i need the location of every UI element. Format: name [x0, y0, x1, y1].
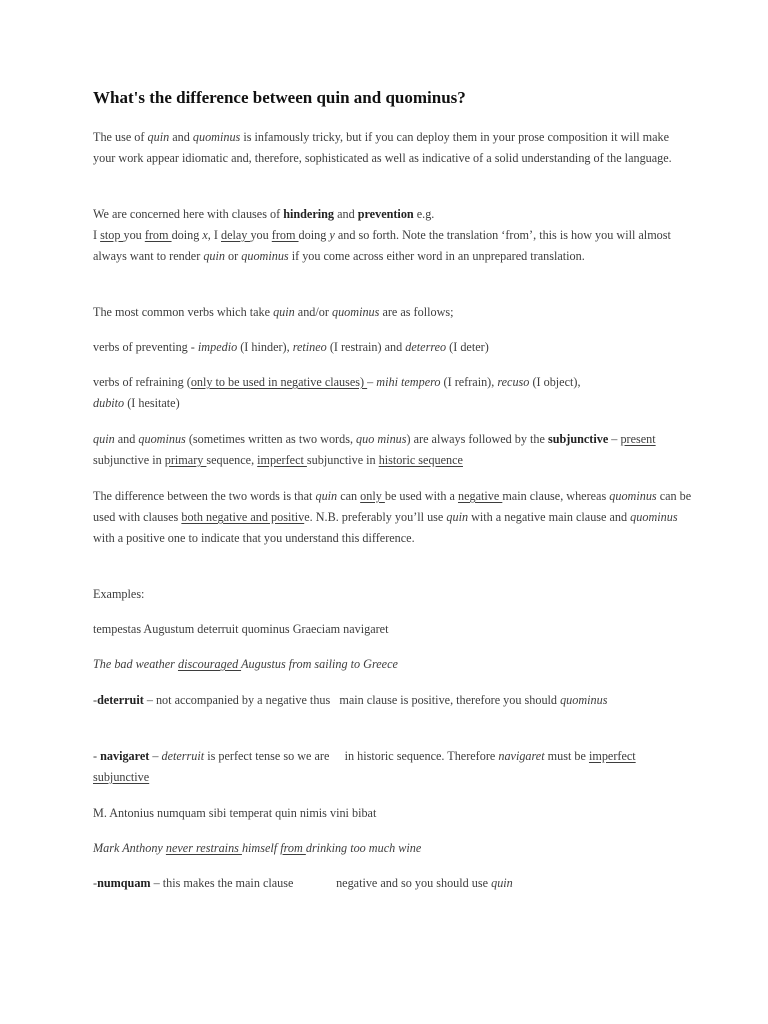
example-translation-1: The bad weather discouraged Augustus from sailing to Greece	[93, 657, 398, 671]
example-latin-1: tempestas Augustum deterruit quominus Graeciam navigaret	[93, 622, 389, 636]
paragraph-examples-label: Examples:	[93, 587, 145, 601]
paragraph-intro: The use of quin and quominus is infamously tricky, but if you can deploy them in your prose composition it will make your work appear idiomatic and, therefore, sophisticated as well as indicative of a solid understanding of the language.	[93, 130, 672, 165]
example-note-navigaret: - navigaret – deterruit is perfect tense so we are in historic sequence. Therefore navigaret must be imperfect subjunctive	[93, 749, 636, 784]
paragraph-subjunctive: quin and quominus (sometimes written as two words, quo minus) are always followed by the subjunctive – present subjunctive in primary sequence, imperfect subjunctive in historic sequence	[93, 432, 656, 467]
page-title: What's the difference between quin and quominus?	[93, 88, 466, 107]
example-note-numquam: -numquam – this makes the main clause negative and so you should use quin	[93, 876, 513, 890]
example-latin-2: M. Antonius numquam sibi temperat quin nimis vini bibat	[93, 806, 377, 820]
example-translation-2: Mark Anthony never restrains himself from drinking too much wine	[93, 841, 422, 855]
paragraph-verbs-preventing: verbs of preventing - impedio (I hinder), retineo (I restrain) and deterreo (I deter)	[93, 340, 489, 354]
example-note-deterruit: -deterruit – not accompanied by a negative thus main clause is positive, therefore you should quominus	[93, 693, 608, 707]
paragraph-hindering: We are concerned here with clauses of hindering and prevention e.g. I stop you from doing x, I delay you from doing y and so forth. Note the translation ‘from’, this is how you will almost always want to render quin or quominus if you come across either word in an unprepared translation.	[93, 207, 671, 263]
paragraph-difference: The difference between the two words is that quin can only be used with a negative main clause, whereas quominus can be used with clauses both negative and positive. N.B. preferably you’ll use quin with a negative main clause and quominus with a positive one to indicate that you understand this difference.	[93, 489, 692, 545]
paragraph-verbs-refraining: verbs of refraining (only to be used in negative clauses) – mihi tempero (I refrain), recuso (I object), dubito (I hesitate)	[93, 375, 581, 410]
paragraph-common-verbs: The most common verbs which take quin and/or quominus are as follows;	[93, 305, 454, 319]
